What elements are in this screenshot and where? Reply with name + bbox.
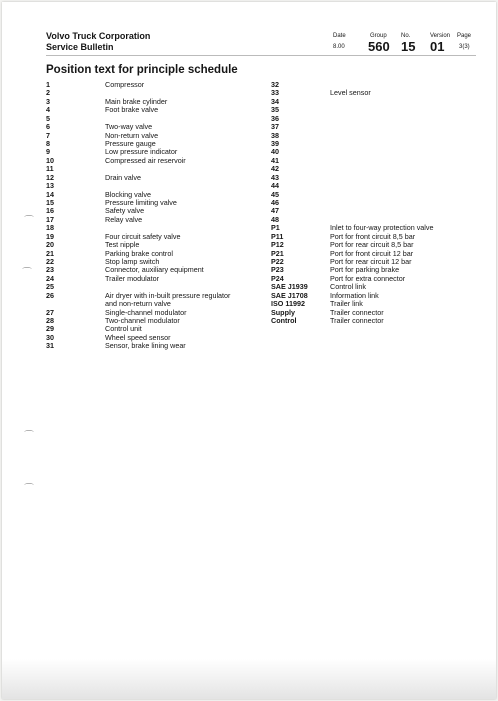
scan-shadow [2, 659, 496, 699]
position-number: 7 [46, 130, 50, 140]
position-description: Single-channel modulator [105, 307, 187, 317]
position-description: Foot brake valve [105, 105, 159, 115]
position-description: Trailer connector [330, 307, 384, 317]
position-number: 39 [271, 139, 279, 148]
punch-mark: ⌒ [24, 484, 34, 495]
position-number: 11 [46, 164, 54, 174]
position-description: Trailer modulator [105, 273, 160, 283]
position-description: Information link [330, 290, 379, 300]
position-number: 48 [271, 214, 279, 224]
position-description: Control unit [105, 324, 142, 334]
position-number: P22 [271, 257, 284, 267]
position-number: 29 [46, 324, 54, 334]
header-divider [46, 55, 476, 56]
position-number: 30 [46, 332, 54, 342]
position-number: 14 [46, 189, 54, 199]
position-number: 16 [46, 206, 54, 216]
position-description: Compressor [105, 80, 145, 89]
page-value: 3(3) [459, 44, 470, 50]
position-description: Level sensor [330, 88, 371, 98]
position-number: 18 [46, 223, 54, 233]
company-name: Volvo Truck Corporation [46, 31, 151, 41]
position-number: 13 [46, 181, 54, 191]
position-description: Drain valve [105, 172, 141, 182]
position-number: 28 [46, 316, 54, 326]
position-description: Test nipple [105, 240, 140, 250]
position-number: SAE J1708 [271, 290, 308, 300]
position-description: Pressure gauge [105, 139, 156, 148]
position-number: 40 [271, 147, 279, 157]
no-value: 15 [401, 39, 416, 54]
position-number: 8 [46, 139, 50, 148]
position-description: Parking brake control [105, 248, 173, 258]
position-number: P24 [271, 273, 284, 283]
position-description: Two-channel modulator [105, 316, 180, 326]
punch-mark: ⌒ [24, 431, 34, 442]
position-number: 42 [271, 164, 279, 174]
position-description: Control link [330, 282, 366, 292]
position-description: Blocking valve [105, 189, 151, 199]
position-number: 47 [271, 206, 279, 216]
position-description: Wheel speed sensor [105, 332, 171, 342]
position-description: Low pressure indicator [105, 147, 178, 157]
position-number: 15 [46, 198, 54, 208]
position-number: 38 [271, 130, 279, 140]
position-number: 36 [271, 113, 279, 123]
position-number: 43 [271, 172, 279, 182]
position-description: Inlet to four-way protection valve [330, 223, 434, 233]
position-row [271, 316, 384, 326]
position-number: Supply [271, 307, 295, 317]
position-number: Control [271, 316, 297, 326]
position-number: 19 [46, 231, 54, 241]
date-value: 8.00 [333, 44, 345, 50]
position-number: 45 [271, 189, 279, 199]
position-number: 24 [46, 273, 54, 283]
position-number: 33 [271, 88, 279, 98]
group-label: Group [370, 33, 387, 39]
date-label: Date [333, 33, 346, 39]
position-number: 12 [46, 172, 54, 182]
position-number: 46 [271, 198, 279, 208]
group-value: 560 [368, 39, 390, 54]
position-number: 2 [46, 88, 50, 98]
position-number: 1 [46, 80, 50, 89]
position-number: 27 [46, 307, 54, 317]
position-number: 34 [271, 96, 279, 106]
position-number: P21 [271, 248, 284, 258]
position-number: SAE J1939 [271, 282, 308, 292]
position-number: P1 [271, 223, 280, 233]
document-page [2, 2, 496, 699]
position-number: 17 [46, 214, 54, 224]
document-type: Service Bulletin [46, 42, 114, 52]
position-row [46, 290, 231, 300]
position-number: 5 [46, 113, 50, 123]
position-description: Trailer link [330, 299, 363, 309]
position-number: 26 [46, 290, 54, 300]
position-description: Air dryer with in-built pressure regulator [105, 290, 231, 300]
position-description: Stop lamp switch [105, 257, 160, 267]
position-number: 44 [271, 181, 279, 191]
position-description: Port for front circuit 8,5 bar [330, 231, 416, 241]
version-value: 01 [430, 39, 445, 54]
position-number: 6 [46, 122, 50, 132]
position-number: P11 [271, 231, 284, 241]
version-label: Version [430, 33, 451, 39]
position-description: Port for parking brake [330, 265, 400, 275]
position-description: Four circuit safety valve [105, 231, 181, 241]
position-description: Port for extra connector [330, 273, 406, 283]
position-number: 20 [46, 240, 54, 250]
position-description: Pressure limiting valve [105, 198, 177, 208]
position-number: 23 [46, 265, 54, 275]
position-description: and non-return valve [105, 299, 171, 309]
position-row [46, 341, 186, 351]
position-description: Two-way valve [105, 122, 153, 132]
position-description: Port for front circuit 12 bar [330, 248, 414, 258]
position-number: 3 [46, 96, 50, 106]
position-number: 32 [271, 80, 279, 89]
position-number: 25 [46, 282, 54, 292]
position-number: 41 [271, 155, 279, 165]
position-number: 22 [46, 257, 54, 267]
position-number: 21 [46, 248, 54, 258]
page-label: Page [457, 33, 472, 39]
position-description: Port for rear circuit 12 bar [330, 257, 412, 267]
position-description: Main brake cylinder [105, 96, 168, 106]
position-number: 4 [46, 105, 50, 115]
position-description: Connector, auxiliary equipment [105, 265, 204, 275]
no-label: No. [401, 33, 411, 39]
position-description: Compressed air reservoir [105, 155, 186, 165]
punch-mark: ⌒ [24, 216, 34, 227]
position-number: 37 [271, 122, 279, 132]
position-number: 31 [46, 341, 54, 351]
position-number: 10 [46, 155, 54, 165]
position-description: Relay valve [105, 214, 143, 224]
position-description: Trailer connector [330, 316, 384, 326]
position-number: 35 [271, 105, 279, 115]
position-number: 9 [46, 147, 50, 157]
punch-mark: ⌒ [22, 268, 32, 279]
position-description: Non-return valve [105, 130, 159, 140]
position-description: Safety valve [105, 206, 145, 216]
position-description: Port for rear circuit 8,5 bar [330, 240, 414, 250]
page-title: Position text for principle schedule [46, 64, 238, 76]
position-number: P23 [271, 265, 284, 275]
position-description: Sensor, brake lining wear [105, 341, 186, 351]
position-number: ISO 11992 [271, 299, 305, 309]
position-number: P12 [271, 240, 284, 250]
